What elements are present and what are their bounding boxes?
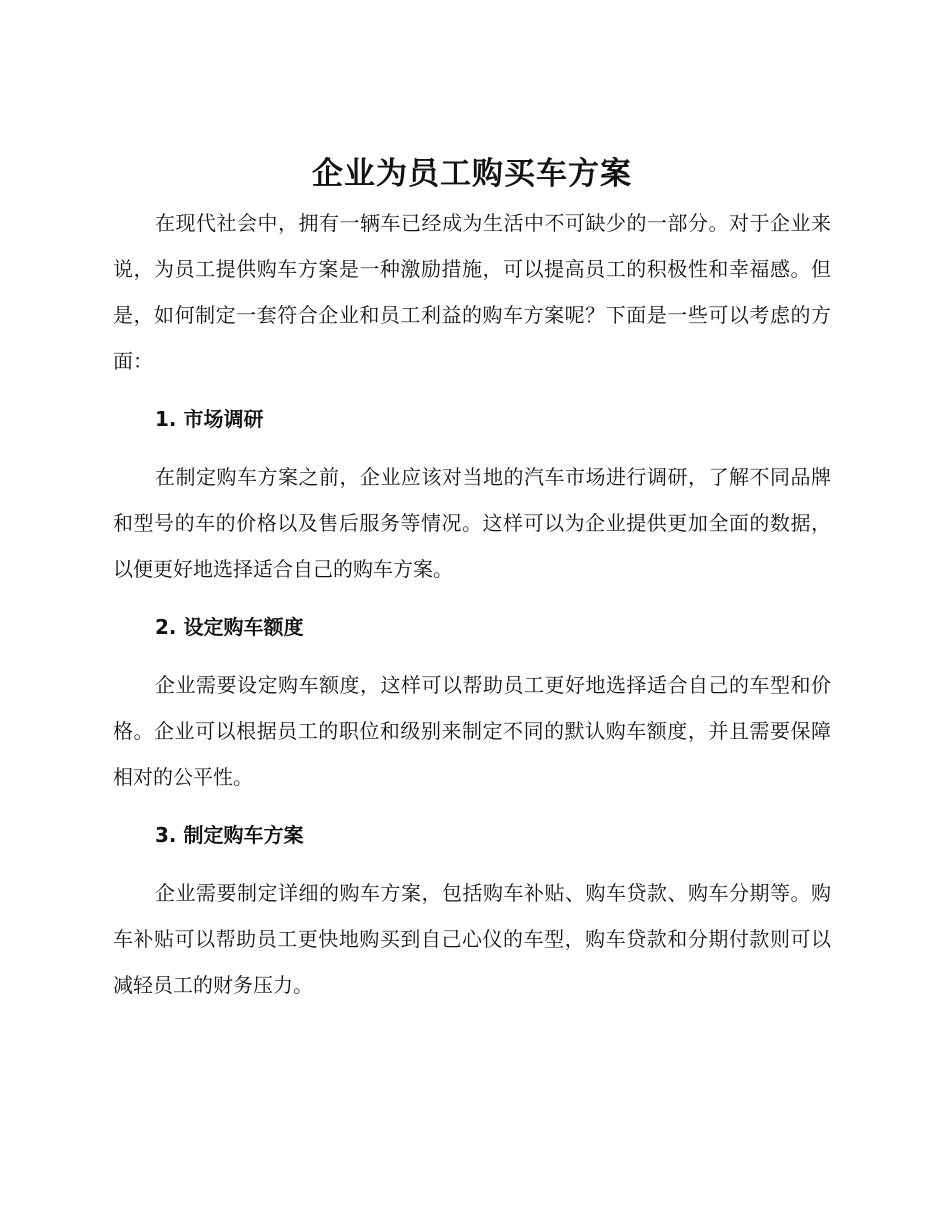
section-body-purchase-plan: 企业需要制定详细的购车方案，包括购车补贴、购车贷款、购车分期等。购车补贴可以帮助员工更快地购买到自己心仪的车型，购车贷款和分期付款则可以减轻员工的财务压力。: [113, 881, 831, 997]
section-heading-purchase-plan: 3. 制定购车方案: [155, 823, 304, 847]
spacer: [113, 650, 831, 662]
spacer: [113, 592, 831, 604]
spacer: [113, 800, 831, 812]
spacer: [113, 442, 831, 454]
section-body-purchase-quota: 企业需要设定购车额度，这样可以帮助员工更好地选择适合自己的车型和价格。企业可以根据员工的职位和级别来制定不同的默认购车额度，并且需要保障相对的公平性。: [113, 673, 831, 789]
spacer: [113, 384, 831, 396]
spacer: [113, 858, 831, 870]
section-body-market-research: 在制定购车方案之前，企业应该对当地的汽车市场进行调研，了解不同品牌和型号的车的价格以及售后服务等情况。这样可以为企业提供更加全面的数据，以便更好地选择适合自己的购车方案。: [113, 465, 831, 581]
intro-paragraph: 在现代社会中，拥有一辆车已经成为生活中不可缺少的一部分。对于企业来说，为员工提供购车方案是一种激励措施，可以提高员工的积极性和幸福感。但是，如何制定一套符合企业和员工利益的购车方案呢？下面是一些可以考虑的方面：: [113, 211, 831, 373]
section-heading-market-research: 1. 市场调研: [155, 407, 264, 431]
document-title: 企业为员工购买车方案: [312, 156, 632, 192]
document-page: [113, 148, 831, 1008]
section-heading-purchase-quota: 2. 设定购车额度: [155, 615, 304, 639]
